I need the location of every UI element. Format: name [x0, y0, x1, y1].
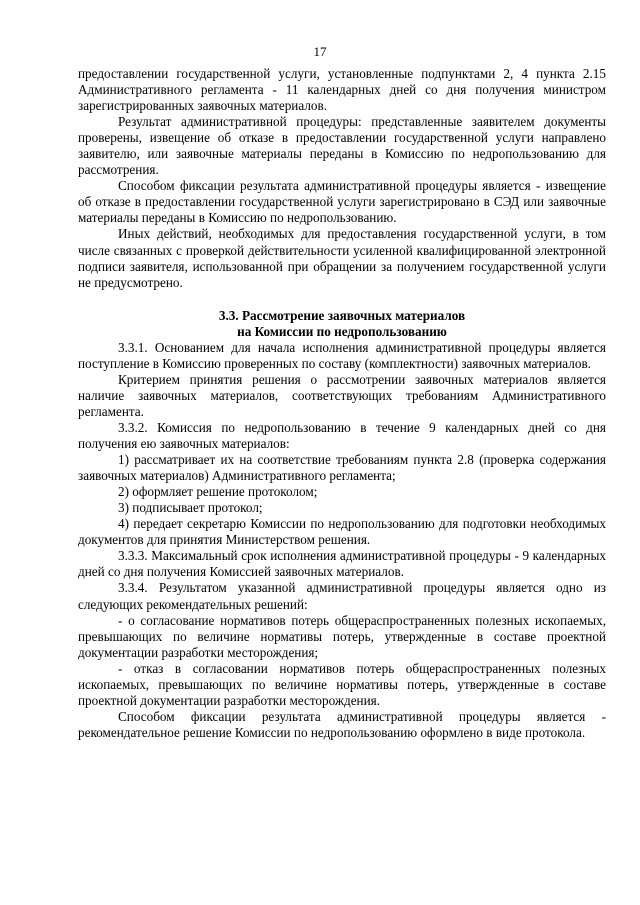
- section-heading: [78, 308, 606, 340]
- section-heading-line-2: на Комиссии по недропользованию: [237, 323, 447, 339]
- section-heading-line-1: 3.3. Рассмотрение заявочных материалов: [218, 307, 466, 323]
- paragraph-result: Результат административной процедуры: представленные заявителем документы проверены, извещение об отказе в предоставлении государственной услуги направлено заявителю, или заявочные материалы переданы в Комиссию по недропользованию для рассмотрения.: [78, 114, 606, 178]
- paragraph-3-3-4: 3.3.4. Результатом указанной административной процедуры является одно из следующих рекомендательных решений:: [78, 580, 606, 612]
- decision-option-refuse: - отказ в согласовании нормативов потерь общераспространенных полезных ископаемых, превышающих по величине нормативы потерь, утвержденные в составе проектной документации разработки месторождения.: [78, 660, 606, 708]
- list-item-3: 3) подписывает протокол;: [118, 500, 263, 516]
- list-item-4: 4) передает секретарю Комиссии по недропользованию для подготовки необходимых документов для принятия Министерством решения.: [78, 516, 606, 548]
- list-item-1: 1) рассматривает их на соответствие требованиям пункта 2.8 (проверка содержания заявочных материалов) Административного регламента;: [78, 452, 606, 484]
- page-number: 17: [313, 44, 327, 59]
- paragraph-3-3-1: 3.3.1. Основанием для начала исполнения административной процедуры является поступление в Комиссию проверенных по составу (комплектности) заявочных материалов.: [78, 339, 606, 371]
- list-item-2: 2) оформляет решение протоколом;: [118, 484, 318, 500]
- paragraph-3-3-2: 3.3.2. Комиссия по недропользованию в течение 9 календарных дней со дня получения ею заявочных материалов:: [78, 419, 606, 452]
- document-body: [78, 66, 606, 741]
- paragraph-fixation-method-2: Способом фиксации результата административной процедуры является - рекомендательное решение Комиссии по недропользованию оформлено в виде протокола.: [78, 708, 606, 740]
- paragraph-continuation: предоставлении государственной услуги, установленные подпунктами 2, 4 пункта 2.15 Административного регламента - 11 календарных дней со дня получения министром зарегистрированных заявочных материалов.: [78, 66, 606, 114]
- decision-option-approve: - о согласование нормативов потерь общераспространенных полезных ископаемых, превышающих по величине нормативы потерь, утвержденные в составе проектной документации разработки месторождения;: [78, 612, 606, 660]
- paragraph-fixation-method: Способом фиксации результата административной процедуры является - извещение об отказе в предоставлении государственной услуги зарегистрировано в СЭД или заявочные материалы переданы в Комиссию по недропользованию.: [78, 178, 606, 226]
- paragraph-criterion: Критерием принятия решения о рассмотрении заявочных материалов является наличие заявочных материалов, соответствующих требованиям Административного регламента.: [78, 371, 606, 419]
- paragraph-3-3-3: 3.3.3. Максимальный срок исполнения административной процедуры - 9 календарных дней со дня получения Комиссией заявочных материалов.: [78, 548, 606, 580]
- paragraph-no-other-actions: Иных действий, необходимых для предоставления государственной услуги, в том числе связанных с проверкой действительности усиленной квалифицированной электронной подписи заявителя, использованной при обращении за получением государственной услуги не предусмотрено.: [78, 226, 606, 290]
